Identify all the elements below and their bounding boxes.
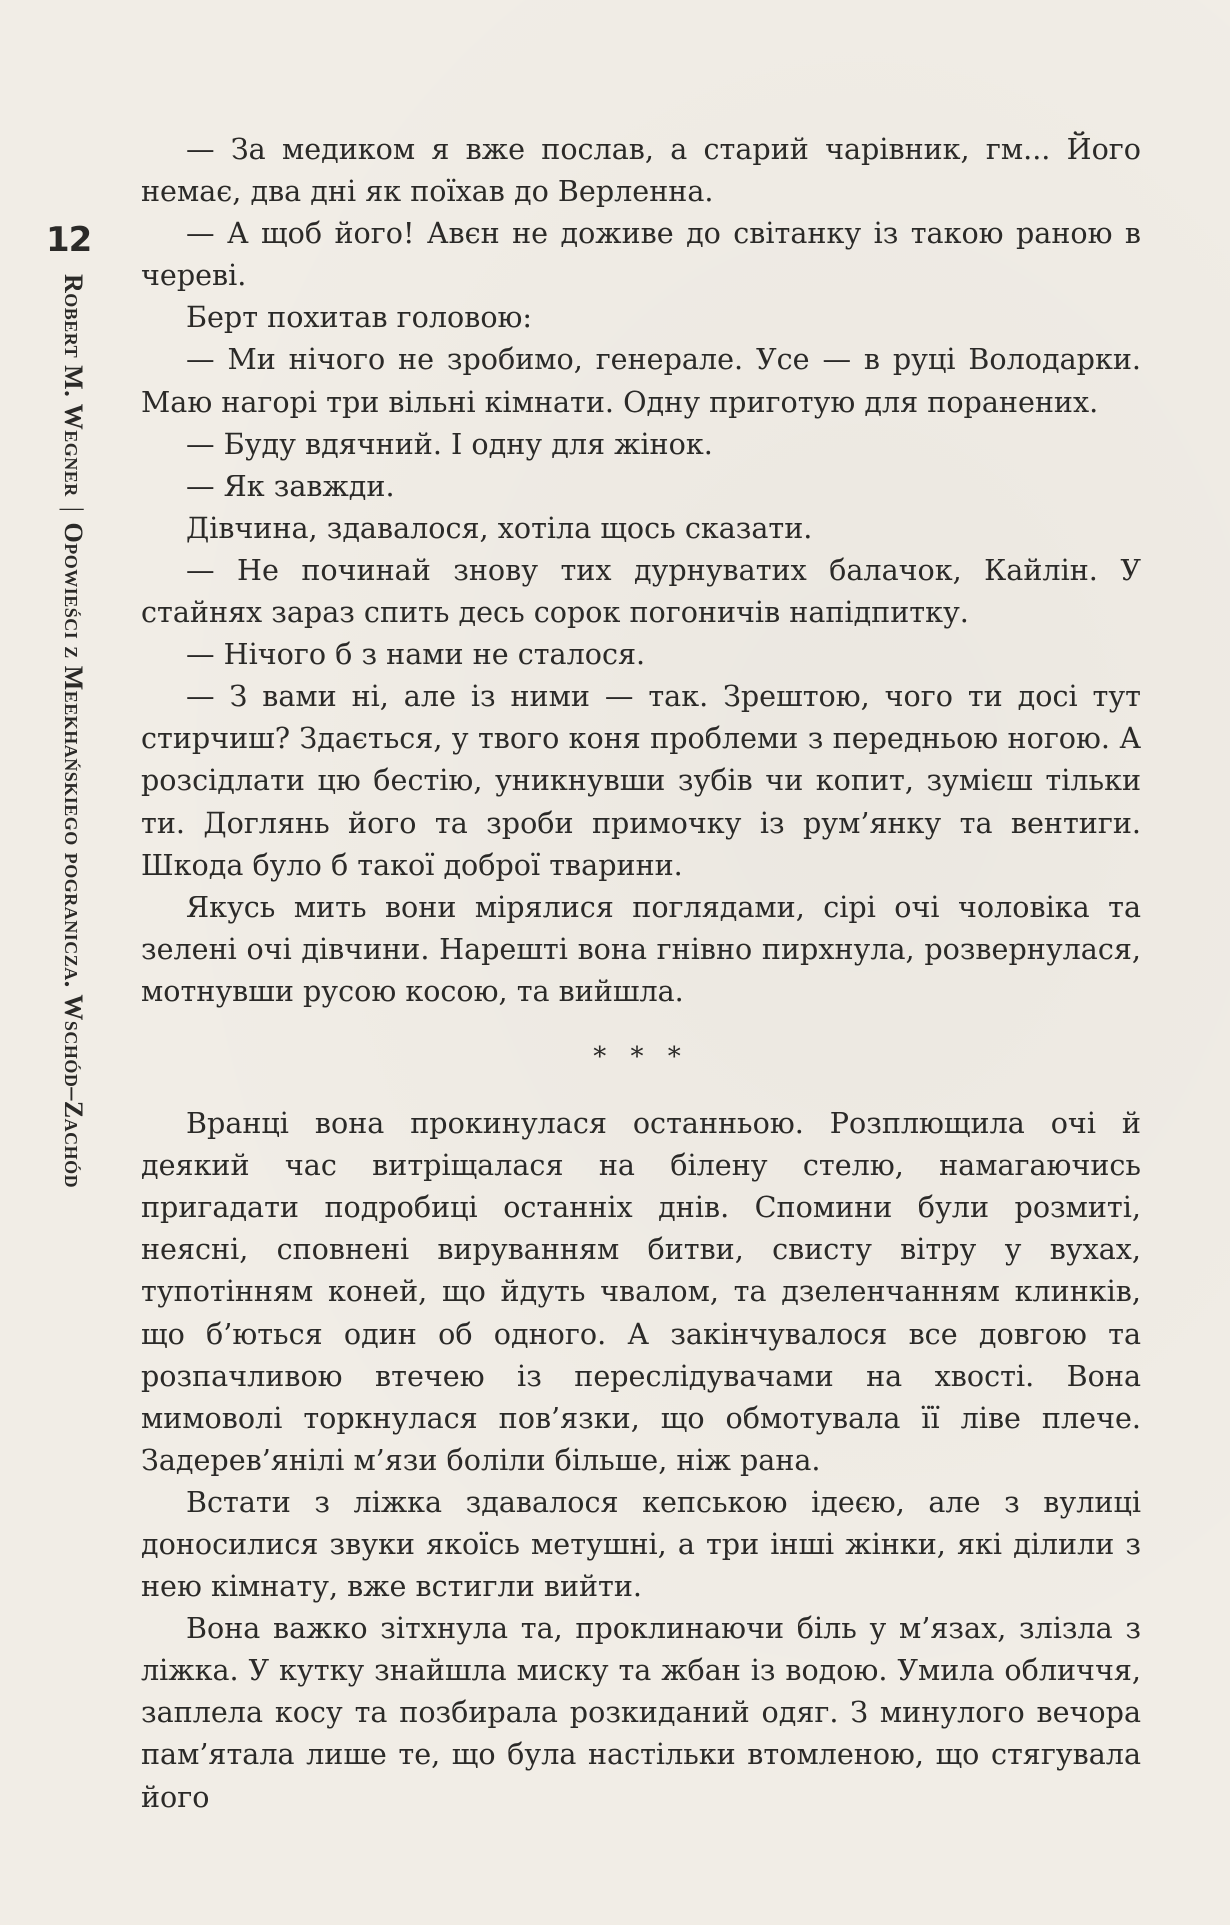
paragraph: Вранці вона прокинулася останньою. Розплющила очі й деякий час витріщалася на білену стелю, намагаючись пригадати подробиці останніх днів. Спомини були розмиті, неясні, сповнені вируванням битви, свисту вітру у вухах, тупотінням коней, що йдуть чвалом, та дзеленчанням клинків, що б’ються один об одного. А закінчувалося все довгою та розпачливою втечею із переслідувачами на хвості. Вона мимоволі торкнулася пов’язки, що обмотувала її ліве плече. Задерев’янілі м’язи боліли більше, ніж рана.: [141, 1106, 1141, 1477]
running-head-separator: |: [59, 506, 88, 513]
paragraph: Якусь мить вони мірялися поглядами, сірі очі чоловіка та зелені очі дівчини. Нарешті вона гнівно пирхнула, розвернулася, мотнувши русою косою, та вийшла.: [141, 889, 1141, 1008]
paragraph: — За медиком я вже послав, а старий чарівник, гм... Його немає, два дні як поїхав до Верленна.: [141, 132, 1141, 209]
body-text: [141, 128, 1141, 1818]
running-head-author: Robert M. Wegner: [59, 274, 88, 497]
paragraph: — Буду вдячний. І одну для жінок.: [186, 426, 713, 461]
paragraph: Вона важко зітхнула та, проклинаючи біль у м’язах, злізла з ліжка. У кутку знайшла миску та жбан із водою. Умила обличчя, заплела косу та позбирала розкиданий одяг. З минулого вечора пам’ятала лише те, що була настільки втомленою, що стягувала його: [141, 1611, 1141, 1814]
paragraph: — Не починай знову тих дурнуватих балачок, Кайлін. У стайнях зараз спить десь сорок погоничів напідпитку.: [141, 552, 1141, 630]
running-head: [58, 274, 88, 1188]
paragraph: Встати з ліжка здавалося кепською ідеєю, але з вулиці доносилися звуки якоїсь метушні, а три інші жінки, які ділили з нею кімнату, вже встигли вийти.: [141, 1484, 1141, 1604]
paragraph: — Ми нічого не зробимо, генерале. Усе — в руці Володарки. Маю нагорі три вільні кімнати. Одну приготую для поранених.: [141, 342, 1141, 419]
paragraph: Берт похитав головою:: [186, 300, 533, 335]
paragraph: — З вами ні, але із ними — так. Зрештою, чого ти досі тут стирчиш? Здається, у твого коня проблеми з передньою ногою. А розсідлати цю бестію, уникнувши зубів чи копит, зумієш тільки ти. Доглянь його та зроби примочку із рум’янку та вентиги. Шкода було б такої доброї тварини.: [141, 679, 1141, 882]
scene-break: * * *: [593, 1041, 689, 1072]
running-head-title: Opowieści z Meekhańskiego pogranicza. Wschód–Zachód: [59, 522, 88, 1189]
paragraph: — А щоб його! Авєн не доживе до світанку із такою раною в череві.: [141, 216, 1141, 293]
paragraph: — Нічого б з нами не сталося.: [186, 637, 646, 672]
page-number: 12: [46, 220, 92, 260]
paragraph: — Як завжди.: [186, 468, 395, 503]
paragraph: Дівчина, здавалося, хотіла щось сказати.: [186, 510, 813, 545]
